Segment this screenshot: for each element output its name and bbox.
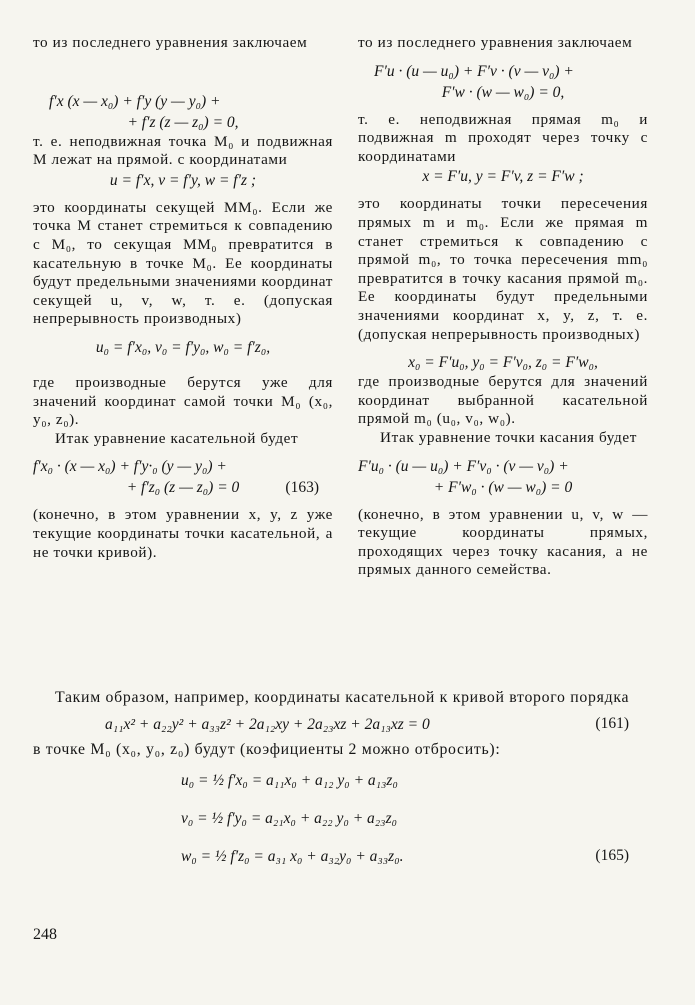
left-column — [33, 34, 333, 562]
equation-165-w: w₀ = ½ f′z₀ = a₃₁ x₀ + a₃₂y₀ + a₃₃z₀. — [181, 848, 404, 865]
right-paragraph-4: где производные берутся для значений координат выбранной касательной прямой m₀ (u₀, v₀, w₀). — [358, 373, 648, 428]
right-column — [358, 34, 648, 580]
equation-161-number: (161) — [595, 715, 629, 732]
right-paragraph-2: т. е. неподвижная прямая m₀ и подвижная m проходят через точку с координатами — [358, 110, 648, 165]
left-equation-1-line-1: f′x (x — x₀) + f′y (y — y₀) + — [49, 92, 221, 110]
bottom-paragraph-2: в точке M₀ (x₀, y₀, z₀) будут (коэфициенты 2 можно отбросить): — [33, 741, 501, 758]
left-paragraph-2: т. е. неподвижная точка M₀ и подвижная M лежат на прямой. с координатами — [33, 132, 333, 169]
left-equation-4-line-1: f′x₀ · (x — x₀) + f′y·₀ (y — y₀) + — [33, 458, 227, 476]
left-paragraph-3: это координаты секущей MM₀. Если же точка M станет стремиться к совпадению с M₀, то секущая MM₀ превратится в касательную в точке M₀. Ее координаты будут предельными значениями координат секущей u, v, w, т. е. (допуская непрерывность производных) — [33, 198, 333, 328]
left-intro-text: то из последнего уравнения заключаем — [33, 34, 308, 51]
equation-161: a₁₁x² + a₂₂y² + a₃₃z² + 2a₁₂xy + 2a₂₃xz + 2a₁₃xz = 0 — [105, 716, 430, 733]
left-equation-1-line-2: + f′z (z — z₀) = 0, — [127, 113, 239, 131]
right-equation-4-line-1: F′u₀ · (u — u₀) + F′v₀ · (v — v₀) + — [358, 457, 569, 475]
bottom-paragraph-1: Таким образом, например, координаты касательной к кривой второго порядка — [55, 689, 630, 706]
equation-165-u: u₀ = ½ f′x₀ = a₁₁x₀ + a₁₂ y₀ + a₁₃z₀ — [181, 772, 398, 789]
right-equation-3: x₀ = F′u₀, y₀ = F′v₀, z₀ = F′w₀, — [408, 354, 598, 372]
right-intro-text: то из последнего уравнения заключаем — [358, 34, 633, 51]
right-paragraph-3: это координаты точки пересечения прямых m и m₀. Если же прямая m станет стремиться к совпадению с прямой m₀, то точка пересечения mm₀ превратится в точку касания прямой m₀. Ее координаты будут предельными значениями координат x, y, z, т. е. (допуская непрерывность производных) — [358, 195, 648, 343]
equation-165-number: (165) — [595, 847, 629, 864]
left-equation-2: u = f′x, v = f′y, w = f′z ; — [109, 171, 257, 189]
equation-165-v: v₀ = ½ f′y₀ = a₂₁x₀ + a₂₂ y₀ + a₂₃z₀ — [181, 810, 397, 827]
left-paragraph-6: (конечно, в этом уравнении x, y, z уже текущие координаты точки касательной, а не точки кривой). — [33, 506, 333, 561]
left-equation-4-line-2: + f′z₀ (z — z₀) = 0 — [126, 479, 240, 497]
right-equation-1-line-1: F′u · (u — u₀) + F′v · (v — v₀) + — [374, 62, 574, 80]
left-equation-3: u₀ = f′x₀, v₀ = f′y₀, w₀ = f′z₀, — [95, 338, 271, 356]
equation-163-number: (163) — [285, 479, 319, 497]
bottom-section — [33, 688, 653, 874]
right-paragraph-6: (конечно, в этом уравнении u, v, w — текущие координаты прямых, проходящих через точку касания, а не прямых данного семейства. — [358, 505, 648, 579]
right-equation-4-line-2: + F′w₀ · (w — w₀) = 0 — [433, 478, 573, 496]
left-paragraph-5: Итак уравнение касательной будет — [55, 429, 299, 447]
right-equation-2: x = F′u, y = F′v, z = F′w ; — [422, 168, 584, 186]
right-paragraph-5: Итак уравнение точки касания будет — [380, 428, 637, 446]
right-equation-1-line-2: F′w · (w — w₀) = 0, — [441, 83, 565, 101]
left-paragraph-4: где производные берутся уже для значений координат самой точки M₀ (x₀, y₀, z₀). — [33, 373, 333, 429]
page-number: 248 — [33, 926, 57, 943]
